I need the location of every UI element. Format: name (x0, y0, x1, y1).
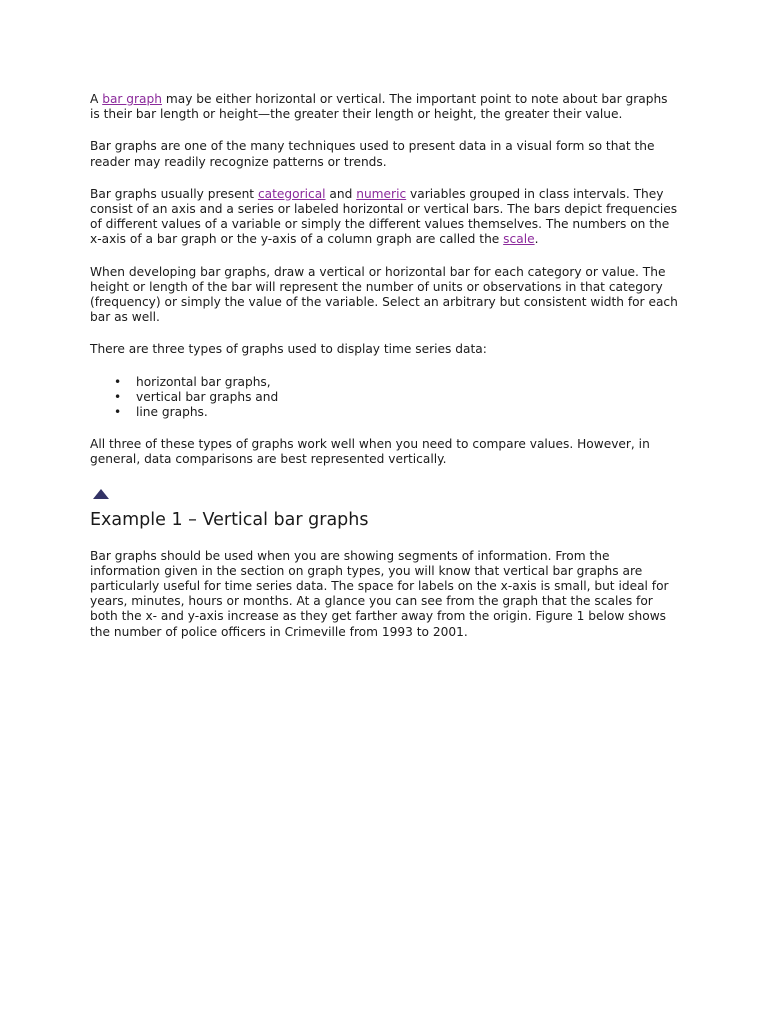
section-heading: Example 1 – Vertical bar graphs (90, 509, 369, 530)
bar-graph-link[interactable]: bar graph (102, 92, 162, 106)
example-paragraph: Bar graphs should be used when you are showing segments of information. From the information given in the section on graph types, you will know that vertical bar graphs are particularly useful for time series data. The space for labels on the x-axis is small, but ideal for years, minutes, hours or months. At a glance you can see from the graph that the scales for both the x- and y-axis increase as they get farther away from the origin. Figure 1 below shows the number of police officers in Crimeville from 1993 to 2001. (90, 548, 669, 639)
purpose-paragraph: Bar graphs are one of the many techniques used to present data in a visual form so that the reader may readily recognize patterns or trends. (90, 139, 655, 169)
list-item: • vertical bar graphs and (114, 390, 680, 405)
variables-paragraph (90, 187, 680, 248)
list-item: • line graphs. (114, 405, 680, 420)
numeric-link[interactable]: numeric (356, 186, 407, 201)
comparison-paragraph: All three of these types of graphs work well when you need to compare values. However, in general, data comparisons are best represented vertically. (90, 437, 650, 467)
text-span: may be either horizontal or vertical. The important point to note about bar graphs is their bar length or height—the greater their length or height, the greater their value. (90, 92, 668, 122)
developing-paragraph: When developing bar graphs, draw a vertical or horizontal bar for each category or value. The height or length of the bar will represent the number of units or observations in that category (frequency) or simply the value of the variable. Select an arbitrary but consistent width for each bar as well. (90, 264, 678, 325)
list-item: • horizontal bar graphs, (114, 375, 680, 390)
text-span: . (534, 232, 539, 247)
categorical-link[interactable]: categorical (257, 186, 326, 201)
text-span: A (90, 92, 103, 106)
types-intro-paragraph: There are three types of graphs used to display time series data: (90, 342, 487, 357)
text-span: variables grouped in class intervals. They consist of an axis and a series or labeled horizontal or vertical bars. The bars depict frequencies of different values of a variable or simply the different values themselves. The numbers on the x-axis of a bar graph or the y-axis of a column graph are called the (90, 186, 678, 247)
text-span: Bar graphs usually present (90, 186, 258, 201)
text-span: and (325, 186, 357, 201)
document-body (90, 92, 680, 657)
graph-types-list (90, 375, 680, 421)
triangle-up-icon (92, 488, 110, 500)
back-to-top-icon[interactable] (92, 485, 110, 497)
scale-link[interactable]: scale (503, 232, 535, 247)
intro-paragraph (90, 92, 680, 122)
